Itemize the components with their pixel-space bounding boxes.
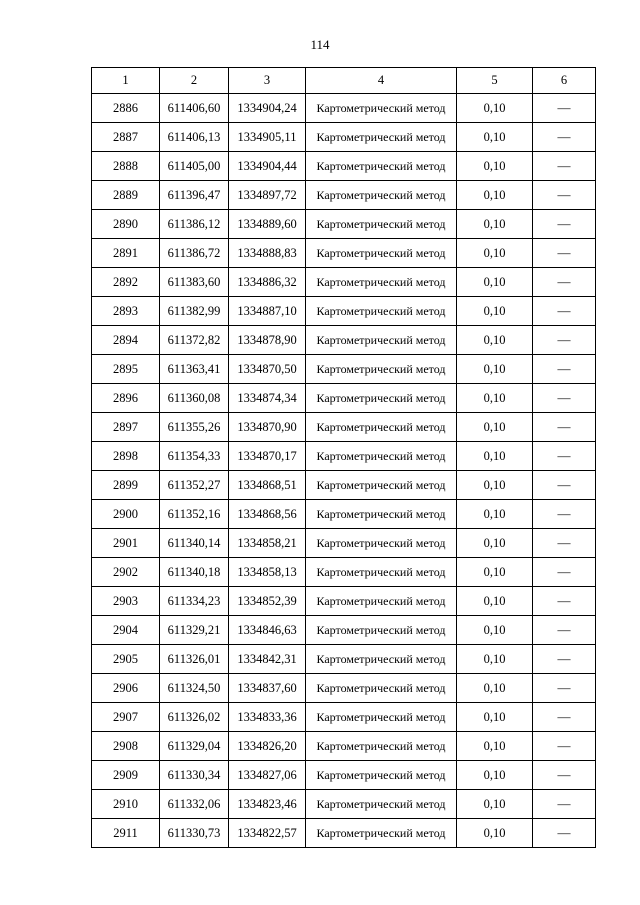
point-number-cell: 2892 bbox=[92, 268, 160, 297]
accuracy-cell: 0,10 bbox=[457, 790, 533, 819]
accuracy-cell: 0,10 bbox=[457, 123, 533, 152]
accuracy-cell: 0,10 bbox=[457, 384, 533, 413]
description-cell: — bbox=[533, 326, 596, 355]
x-coordinate-cell: 611332,06 bbox=[160, 790, 229, 819]
accuracy-cell: 0,10 bbox=[457, 268, 533, 297]
description-cell: — bbox=[533, 210, 596, 239]
description-cell: — bbox=[533, 587, 596, 616]
table-body bbox=[92, 94, 596, 848]
description-cell: — bbox=[533, 413, 596, 442]
method-cell: Картометрический метод bbox=[306, 819, 457, 848]
point-number-cell: 2910 bbox=[92, 790, 160, 819]
method-cell: Картометрический метод bbox=[306, 123, 457, 152]
x-coordinate-cell: 611340,18 bbox=[160, 558, 229, 587]
description-cell: — bbox=[533, 819, 596, 848]
accuracy-cell: 0,10 bbox=[457, 558, 533, 587]
accuracy-cell: 0,10 bbox=[457, 355, 533, 384]
y-coordinate-cell: 1334822,57 bbox=[229, 819, 306, 848]
method-cell: Картометрический метод bbox=[306, 297, 457, 326]
point-number-cell: 2908 bbox=[92, 732, 160, 761]
method-cell: Картометрический метод bbox=[306, 471, 457, 500]
table-header-row bbox=[92, 68, 596, 94]
description-cell: — bbox=[533, 442, 596, 471]
point-number-cell: 2907 bbox=[92, 703, 160, 732]
method-cell: Картометрический метод bbox=[306, 152, 457, 181]
method-cell: Картометрический метод bbox=[306, 181, 457, 210]
description-cell: — bbox=[533, 645, 596, 674]
y-coordinate-cell: 1334858,13 bbox=[229, 558, 306, 587]
x-coordinate-cell: 611383,60 bbox=[160, 268, 229, 297]
point-number-cell: 2893 bbox=[92, 297, 160, 326]
y-coordinate-cell: 1334868,56 bbox=[229, 500, 306, 529]
point-number-cell: 2896 bbox=[92, 384, 160, 413]
description-cell: — bbox=[533, 674, 596, 703]
point-number-cell: 2909 bbox=[92, 761, 160, 790]
x-coordinate-cell: 611386,72 bbox=[160, 239, 229, 268]
description-cell: — bbox=[533, 500, 596, 529]
table-row bbox=[92, 239, 596, 268]
table-row bbox=[92, 761, 596, 790]
y-coordinate-cell: 1334827,06 bbox=[229, 761, 306, 790]
method-cell: Картометрический метод bbox=[306, 761, 457, 790]
x-coordinate-cell: 611360,08 bbox=[160, 384, 229, 413]
y-coordinate-cell: 1334870,17 bbox=[229, 442, 306, 471]
table-row bbox=[92, 558, 596, 587]
point-number-cell: 2889 bbox=[92, 181, 160, 210]
table-row bbox=[92, 94, 596, 123]
method-cell: Картометрический метод bbox=[306, 616, 457, 645]
x-coordinate-cell: 611396,47 bbox=[160, 181, 229, 210]
table-row bbox=[92, 616, 596, 645]
point-number-cell: 2906 bbox=[92, 674, 160, 703]
table-row bbox=[92, 529, 596, 558]
y-coordinate-cell: 1334826,20 bbox=[229, 732, 306, 761]
table-row bbox=[92, 297, 596, 326]
x-coordinate-cell: 611355,26 bbox=[160, 413, 229, 442]
accuracy-cell: 0,10 bbox=[457, 732, 533, 761]
point-number-cell: 2898 bbox=[92, 442, 160, 471]
y-coordinate-cell: 1334878,90 bbox=[229, 326, 306, 355]
table-row bbox=[92, 500, 596, 529]
column-header: 5 bbox=[457, 68, 533, 94]
x-coordinate-cell: 611406,60 bbox=[160, 94, 229, 123]
description-cell: — bbox=[533, 239, 596, 268]
accuracy-cell: 0,10 bbox=[457, 674, 533, 703]
point-number-cell: 2903 bbox=[92, 587, 160, 616]
point-number-cell: 2891 bbox=[92, 239, 160, 268]
description-cell: — bbox=[533, 761, 596, 790]
method-cell: Картометрический метод bbox=[306, 442, 457, 471]
x-coordinate-cell: 611382,99 bbox=[160, 297, 229, 326]
point-number-cell: 2902 bbox=[92, 558, 160, 587]
accuracy-cell: 0,10 bbox=[457, 413, 533, 442]
coordinates-table bbox=[91, 67, 596, 848]
table-row bbox=[92, 674, 596, 703]
method-cell: Картометрический метод bbox=[306, 239, 457, 268]
x-coordinate-cell: 611354,33 bbox=[160, 442, 229, 471]
point-number-cell: 2911 bbox=[92, 819, 160, 848]
table-row bbox=[92, 732, 596, 761]
table-row bbox=[92, 703, 596, 732]
method-cell: Картометрический метод bbox=[306, 268, 457, 297]
method-cell: Картометрический метод bbox=[306, 94, 457, 123]
table-row bbox=[92, 587, 596, 616]
method-cell: Картометрический метод bbox=[306, 413, 457, 442]
accuracy-cell: 0,10 bbox=[457, 94, 533, 123]
description-cell: — bbox=[533, 297, 596, 326]
y-coordinate-cell: 1334846,63 bbox=[229, 616, 306, 645]
method-cell: Картометрический метод bbox=[306, 587, 457, 616]
description-cell: — bbox=[533, 152, 596, 181]
table-row bbox=[92, 268, 596, 297]
y-coordinate-cell: 1334870,90 bbox=[229, 413, 306, 442]
accuracy-cell: 0,10 bbox=[457, 326, 533, 355]
x-coordinate-cell: 611386,12 bbox=[160, 210, 229, 239]
point-number-cell: 2905 bbox=[92, 645, 160, 674]
table-row bbox=[92, 152, 596, 181]
point-number-cell: 2904 bbox=[92, 616, 160, 645]
table-row bbox=[92, 790, 596, 819]
description-cell: — bbox=[533, 181, 596, 210]
table-row bbox=[92, 413, 596, 442]
column-header: 6 bbox=[533, 68, 596, 94]
column-header: 1 bbox=[92, 68, 160, 94]
accuracy-cell: 0,10 bbox=[457, 152, 533, 181]
y-coordinate-cell: 1334904,24 bbox=[229, 94, 306, 123]
y-coordinate-cell: 1334833,36 bbox=[229, 703, 306, 732]
accuracy-cell: 0,10 bbox=[457, 471, 533, 500]
y-coordinate-cell: 1334905,11 bbox=[229, 123, 306, 152]
y-coordinate-cell: 1334823,46 bbox=[229, 790, 306, 819]
y-coordinate-cell: 1334837,60 bbox=[229, 674, 306, 703]
x-coordinate-cell: 611329,21 bbox=[160, 616, 229, 645]
point-number-cell: 2895 bbox=[92, 355, 160, 384]
method-cell: Картометрический метод bbox=[306, 384, 457, 413]
page-number: 114 bbox=[310, 37, 330, 52]
description-cell: — bbox=[533, 558, 596, 587]
y-coordinate-cell: 1334842,31 bbox=[229, 645, 306, 674]
accuracy-cell: 0,10 bbox=[457, 500, 533, 529]
x-coordinate-cell: 611330,34 bbox=[160, 761, 229, 790]
description-cell: — bbox=[533, 268, 596, 297]
description-cell: — bbox=[533, 355, 596, 384]
table-row bbox=[92, 442, 596, 471]
method-cell: Картометрический метод bbox=[306, 732, 457, 761]
accuracy-cell: 0,10 bbox=[457, 442, 533, 471]
y-coordinate-cell: 1334897,72 bbox=[229, 181, 306, 210]
description-cell: — bbox=[533, 123, 596, 152]
point-number-cell: 2890 bbox=[92, 210, 160, 239]
table-row bbox=[92, 326, 596, 355]
method-cell: Картометрический метод bbox=[306, 790, 457, 819]
accuracy-cell: 0,10 bbox=[457, 587, 533, 616]
column-header: 3 bbox=[229, 68, 306, 94]
table-row bbox=[92, 355, 596, 384]
x-coordinate-cell: 611363,41 bbox=[160, 355, 229, 384]
point-number-cell: 2900 bbox=[92, 500, 160, 529]
y-coordinate-cell: 1334888,83 bbox=[229, 239, 306, 268]
x-coordinate-cell: 611372,82 bbox=[160, 326, 229, 355]
point-number-cell: 2888 bbox=[92, 152, 160, 181]
table-row bbox=[92, 819, 596, 848]
x-coordinate-cell: 611329,04 bbox=[160, 732, 229, 761]
table-row bbox=[92, 210, 596, 239]
description-cell: — bbox=[533, 616, 596, 645]
accuracy-cell: 0,10 bbox=[457, 616, 533, 645]
x-coordinate-cell: 611330,73 bbox=[160, 819, 229, 848]
accuracy-cell: 0,10 bbox=[457, 819, 533, 848]
accuracy-cell: 0,10 bbox=[457, 645, 533, 674]
y-coordinate-cell: 1334904,44 bbox=[229, 152, 306, 181]
method-cell: Картометрический метод bbox=[306, 326, 457, 355]
x-coordinate-cell: 611352,27 bbox=[160, 471, 229, 500]
x-coordinate-cell: 611406,13 bbox=[160, 123, 229, 152]
point-number-cell: 2894 bbox=[92, 326, 160, 355]
accuracy-cell: 0,10 bbox=[457, 703, 533, 732]
column-header: 2 bbox=[160, 68, 229, 94]
description-cell: — bbox=[533, 790, 596, 819]
accuracy-cell: 0,10 bbox=[457, 239, 533, 268]
y-coordinate-cell: 1334886,32 bbox=[229, 268, 306, 297]
method-cell: Картометрический метод bbox=[306, 500, 457, 529]
table-row bbox=[92, 471, 596, 500]
point-number-cell: 2901 bbox=[92, 529, 160, 558]
point-number-cell: 2897 bbox=[92, 413, 160, 442]
method-cell: Картометрический метод bbox=[306, 355, 457, 384]
x-coordinate-cell: 611334,23 bbox=[160, 587, 229, 616]
point-number-cell: 2899 bbox=[92, 471, 160, 500]
method-cell: Картометрический метод bbox=[306, 674, 457, 703]
y-coordinate-cell: 1334868,51 bbox=[229, 471, 306, 500]
accuracy-cell: 0,10 bbox=[457, 297, 533, 326]
y-coordinate-cell: 1334874,34 bbox=[229, 384, 306, 413]
description-cell: — bbox=[533, 529, 596, 558]
table-row bbox=[92, 645, 596, 674]
point-number-cell: 2887 bbox=[92, 123, 160, 152]
x-coordinate-cell: 611340,14 bbox=[160, 529, 229, 558]
y-coordinate-cell: 1334889,60 bbox=[229, 210, 306, 239]
method-cell: Картометрический метод bbox=[306, 645, 457, 674]
y-coordinate-cell: 1334870,50 bbox=[229, 355, 306, 384]
method-cell: Картометрический метод bbox=[306, 210, 457, 239]
method-cell: Картометрический метод bbox=[306, 529, 457, 558]
method-cell: Картометрический метод bbox=[306, 558, 457, 587]
point-number-cell: 2886 bbox=[92, 94, 160, 123]
x-coordinate-cell: 611326,01 bbox=[160, 645, 229, 674]
table-row bbox=[92, 123, 596, 152]
y-coordinate-cell: 1334852,39 bbox=[229, 587, 306, 616]
accuracy-cell: 0,10 bbox=[457, 761, 533, 790]
y-coordinate-cell: 1334887,10 bbox=[229, 297, 306, 326]
description-cell: — bbox=[533, 94, 596, 123]
description-cell: — bbox=[533, 471, 596, 500]
column-header: 4 bbox=[306, 68, 457, 94]
x-coordinate-cell: 611352,16 bbox=[160, 500, 229, 529]
table-row bbox=[92, 181, 596, 210]
accuracy-cell: 0,10 bbox=[457, 529, 533, 558]
x-coordinate-cell: 611324,50 bbox=[160, 674, 229, 703]
description-cell: — bbox=[533, 732, 596, 761]
x-coordinate-cell: 611405,00 bbox=[160, 152, 229, 181]
table-row bbox=[92, 384, 596, 413]
accuracy-cell: 0,10 bbox=[457, 210, 533, 239]
method-cell: Картометрический метод bbox=[306, 703, 457, 732]
description-cell: — bbox=[533, 384, 596, 413]
accuracy-cell: 0,10 bbox=[457, 181, 533, 210]
description-cell: — bbox=[533, 703, 596, 732]
x-coordinate-cell: 611326,02 bbox=[160, 703, 229, 732]
y-coordinate-cell: 1334858,21 bbox=[229, 529, 306, 558]
